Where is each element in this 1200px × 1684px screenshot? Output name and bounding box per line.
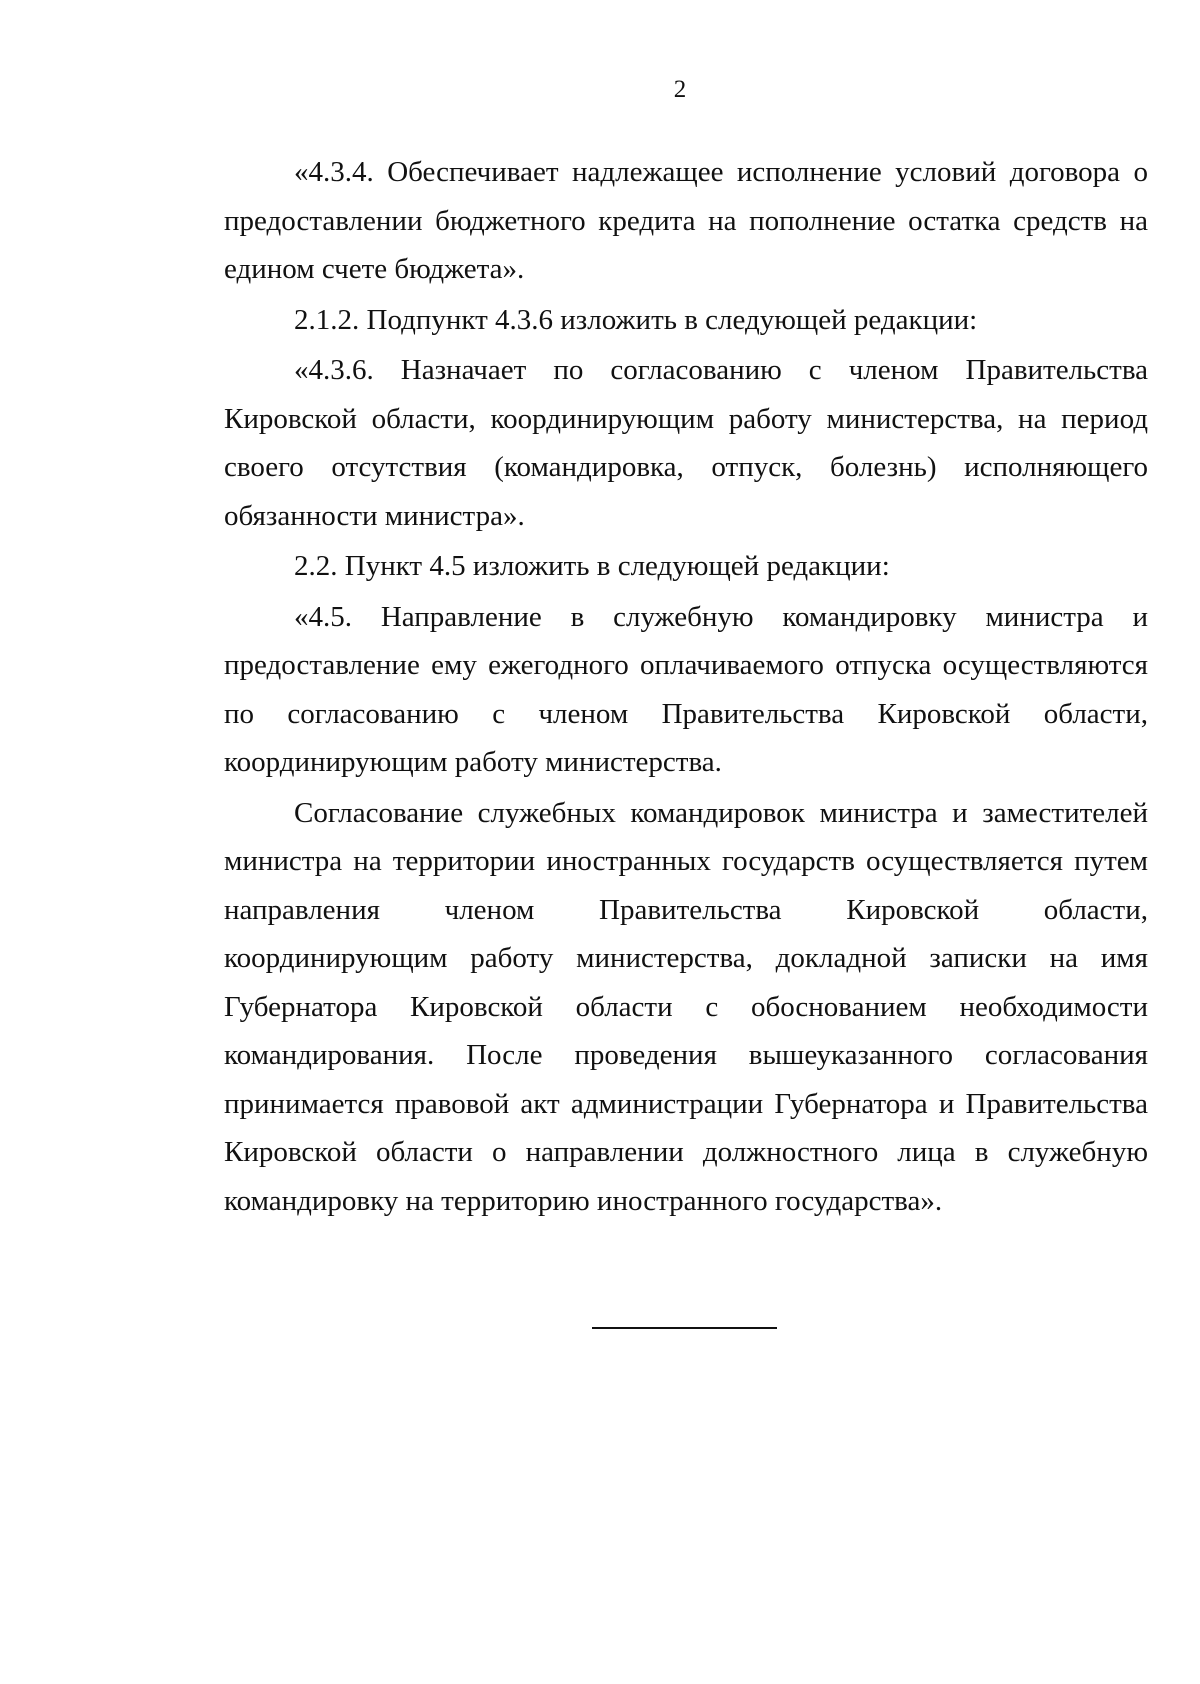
paragraph-4-3-6: «4.3.6. Назначает по согласованию с членом Правительства Кировской области, координирующим работу министерства, на период своего отсутствия (командировка, отпуск, болезнь) исполняющего обязанности министра». [224, 354, 1148, 532]
end-of-document-rule [592, 1327, 777, 1329]
paragraph-4-3-4: «4.3.4. Обеспечивает надлежащее исполнение условий договора о предоставлении бюджетного кредита на пополнение остатка средств на едином счете бюджета». [224, 156, 1148, 285]
paragraph-4-5: «4.5. Направление в служебную командировку министра и предоставление ему ежегодного оплачиваемого отпуска осуществляются по согласованию с членом Правительства Кировской области, координирующим работу министерства. [224, 600, 1148, 778]
paragraph-2-1-2: 2.1.2. Подпункт 4.3.6 изложить в следующей редакции: [294, 303, 978, 336]
page-number: 2 [673, 76, 687, 103]
paragraph-approval: Согласование служебных командировок министра и заместителей министра на территории иностранных государств осуществляется путем направления членом Правительства Кировской области, координирующим работу министерства, докладной записки на имя Губернатора Кировской области с обоснованием необходимости командирования. После проведения вышеуказанного согласования принимается правовой акт администрации Губернатора и Правительства Кировской области о направлении должностного лица в служебную командировку на территорию иностранного государства». [224, 796, 1148, 1217]
paragraph-2-2: 2.2. Пункт 4.5 изложить в следующей редакции: [294, 550, 890, 582]
document-body [224, 148, 1148, 1225]
